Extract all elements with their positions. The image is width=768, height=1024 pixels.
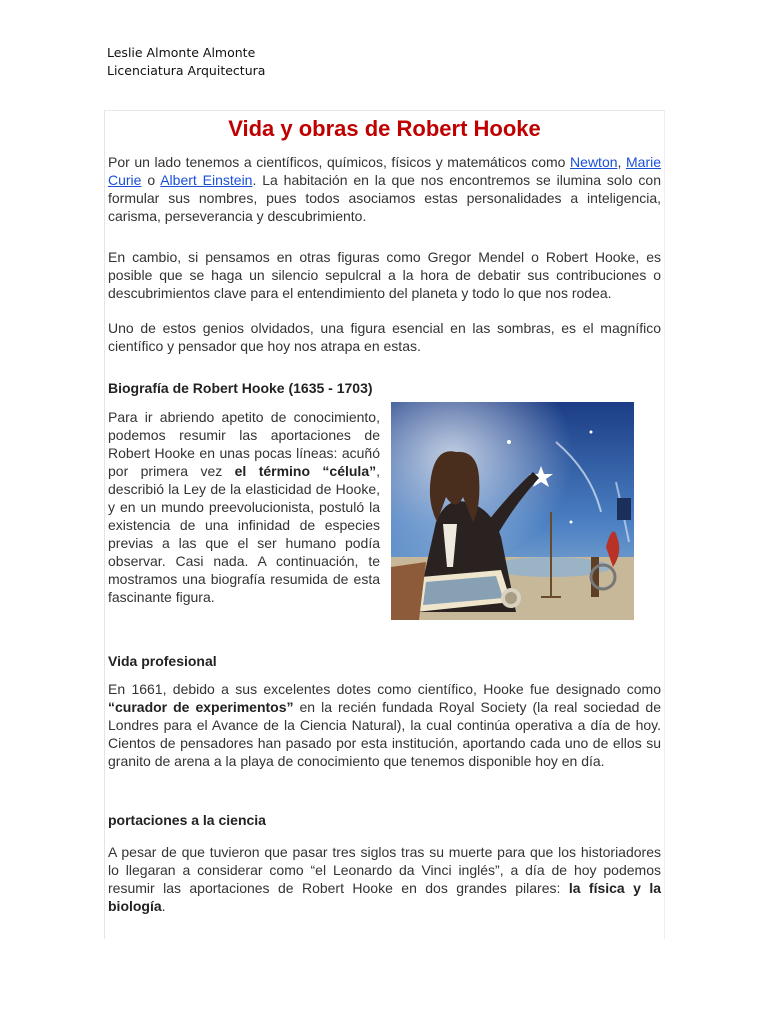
biography-text-start: Para ir abriendo apetito de conocimiento, podemos resumir las aportaciones de Robert Hooke en unas pocas líneas: acuñó por primera vez <box>108 409 380 479</box>
article-title: Vida y obras de Robert Hooke <box>228 116 541 141</box>
intro-paragraph-2: En cambio, si pensamos en otras figuras como Gregor Mendel o Robert Hooke, es posible que se haga un silencio sepulcral a la hora de debatir sus contribuciones o descubrimientos clave para el entendimiento del planeta y todo lo que nos rodea. <box>108 249 661 301</box>
professional-bold-term: “curador de experimentos” <box>108 699 294 715</box>
article-content <box>104 110 665 939</box>
author-name: Leslie Almonte Almonte <box>107 45 256 60</box>
link-marie-curie[interactable]: Marie Curie <box>108 154 662 188</box>
biography-text-end: , describió la Ley de la elasticidad de Hooke, y en un mundo preevolucionista, postuló la existencia de una infinidad de especies previas a las que el ser humano podía observar. Casi nada. A continuación, te mostramos una biografía resumida de esta fascinante figura. <box>108 463 380 605</box>
contributions-paragraph <box>108 843 661 915</box>
biography-heading: Biografía de Robert Hooke (1635 - 1703) <box>108 380 373 396</box>
robert-hooke-painting <box>391 402 634 620</box>
contributions-text-end: . <box>161 898 166 914</box>
author-block <box>107 44 265 80</box>
professional-paragraph <box>108 680 661 770</box>
professional-heading: Vida profesional <box>108 653 217 669</box>
intro-paragraph-3: Uno de estos genios olvidados, una figura esencial en las sombras, es el magnífico científico y pensador que hoy nos atrapa en estas. <box>108 320 661 354</box>
biography-paragraph <box>108 408 380 606</box>
contributions-heading: portaciones a la ciencia <box>108 812 266 828</box>
contributions-text-start: A pesar de que tuvieron que pasar tres siglos tras su muerte para que los historiadores lo llegaran a considerar como “el Leonardo da Vinci inglés”, a día de hoy podemos resumir las aportaciones de Robert Hooke en dos grandes pilares: <box>108 844 661 896</box>
link-newton[interactable]: Newton <box>570 154 618 170</box>
intro-paragraph-1 <box>108 153 661 225</box>
author-program: Licenciatura Arquitectura <box>107 63 266 78</box>
intro-text-start: Por un lado tenemos a científicos, químicos, físicos y matemáticos como <box>108 154 571 170</box>
link-albert-einstein[interactable]: Albert Einstein <box>160 172 253 188</box>
biography-bold-term: el término “célula” <box>222 463 377 479</box>
professional-text-start: En 1661, debido a sus excelentes dotes como científico, Hooke fue designado como <box>108 681 661 697</box>
intro-text-end: . La habitación en la que nos encontremos se ilumina solo con formular sus nombres, pues todos asociamos estas personalidades a inteligencia, carisma, perseverancia y descubrimiento. <box>108 172 661 224</box>
professional-text-end: en la recién fundada Royal Society (la real sociedad de Londres para el Avance de la Ciencia Natural), la cual continúa operativa a día de hoy. Cientos de pensadores han pasado por esta institución, aportando cada uno de ellos su granito de arena a la playa de conocimiento que tenemos disponible hoy en día. <box>108 699 661 769</box>
separator-comma: , <box>617 154 626 170</box>
separator-o: o <box>141 172 161 188</box>
contributions-bold-term: la física y la biología <box>108 880 661 914</box>
